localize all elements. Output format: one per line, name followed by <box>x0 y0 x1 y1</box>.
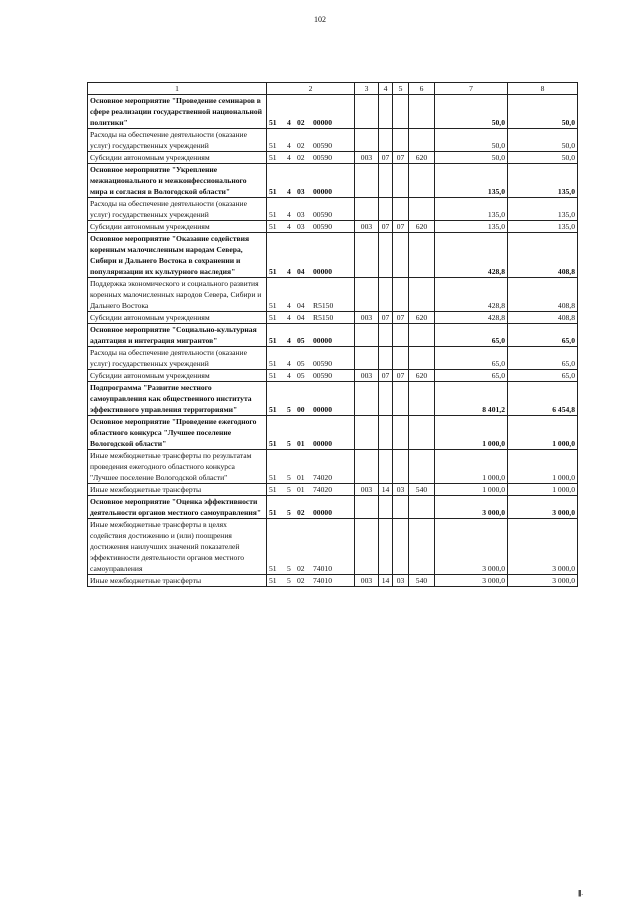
row-name-cell: Основное мероприятие "Социально-культурная адаптация и интеграция мигрантов" <box>88 324 267 347</box>
row-c4-cell <box>379 519 393 575</box>
row-code-cell <box>267 484 355 496</box>
code-part: 4 <box>287 187 291 196</box>
row-code-cell <box>267 95 355 129</box>
row-c4-cell <box>379 164 393 198</box>
row-code-cell <box>267 519 355 575</box>
code-part: 51 <box>269 267 277 276</box>
table-row <box>88 221 578 233</box>
code-part: 00000 <box>313 508 332 517</box>
row-c4-cell <box>379 450 393 484</box>
table-row <box>88 575 578 587</box>
row-code-cell <box>267 496 355 519</box>
row-amount-1-cell: 3 000,0 <box>435 575 508 587</box>
row-amount-2-cell: 1 000,0 <box>508 484 578 496</box>
row-code-cell <box>267 129 355 152</box>
row-c5-cell: 07 <box>393 152 409 164</box>
code-part: 4 <box>287 118 291 127</box>
table-row <box>88 152 578 164</box>
row-c3-cell <box>355 519 379 575</box>
row-c6-cell <box>409 416 435 450</box>
code-part: 5 <box>287 473 291 482</box>
code-part: 04 <box>297 301 305 310</box>
code-part: 5 <box>287 485 291 494</box>
code-part: 51 <box>269 222 277 231</box>
row-c3-cell: 003 <box>355 152 379 164</box>
row-amount-2-cell: 408,8 <box>508 312 578 324</box>
row-code-cell <box>267 347 355 370</box>
row-c4-cell <box>379 278 393 312</box>
budget-table <box>87 82 578 587</box>
row-amount-1-cell: 65,0 <box>435 347 508 370</box>
row-amount-1-cell: 3 000,0 <box>435 519 508 575</box>
row-c4-cell: 07 <box>379 152 393 164</box>
row-c6-cell <box>409 450 435 484</box>
row-c3-cell <box>355 233 379 278</box>
row-c6-cell <box>409 164 435 198</box>
row-amount-2-cell: 3 000,0 <box>508 519 578 575</box>
row-c3-cell: 003 <box>355 312 379 324</box>
row-amount-1-cell: 50,0 <box>435 152 508 164</box>
code-part: 51 <box>269 371 277 380</box>
table-row <box>88 198 578 221</box>
row-amount-2-cell: 408,8 <box>508 278 578 312</box>
row-name-cell: Основное мероприятие "Оказание содействия коренным малочисленным народам Севера, Сибири и Дальнего Востока в сохранении и популяризации их культурного наследия" <box>88 233 267 278</box>
row-c5-cell: 07 <box>393 370 409 382</box>
row-c6-cell <box>409 519 435 575</box>
row-c5-cell <box>393 324 409 347</box>
row-amount-1-cell: 135,0 <box>435 164 508 198</box>
row-c6-cell: 620 <box>409 152 435 164</box>
row-name-cell: Субсидии автономным учреждениям <box>88 152 267 164</box>
row-c6-cell <box>409 278 435 312</box>
row-c4-cell <box>379 347 393 370</box>
row-code-cell <box>267 164 355 198</box>
code-part: 4 <box>287 359 291 368</box>
code-part: 02 <box>297 564 305 573</box>
row-amount-2-cell: 65,0 <box>508 347 578 370</box>
code-part: 51 <box>269 301 277 310</box>
code-part: R5150 <box>313 301 334 310</box>
code-part: 4 <box>287 336 291 345</box>
code-part: 74010 <box>313 576 332 585</box>
code-part: 00590 <box>313 371 332 380</box>
row-amount-2-cell: 135,0 <box>508 198 578 221</box>
code-part: 4 <box>287 301 291 310</box>
header-cell: 7 <box>435 83 508 95</box>
code-part: 05 <box>297 336 305 345</box>
code-part: 01 <box>297 485 305 494</box>
row-c3-cell <box>355 198 379 221</box>
row-c4-cell: 14 <box>379 484 393 496</box>
row-c5-cell <box>393 198 409 221</box>
code-part: 00 <box>297 405 305 414</box>
code-part: 05 <box>297 359 305 368</box>
row-c4-cell: 14 <box>379 575 393 587</box>
table-row <box>88 370 578 382</box>
code-part: 5 <box>287 576 291 585</box>
row-c4-cell: 07 <box>379 221 393 233</box>
code-part: 04 <box>297 313 305 322</box>
code-part: 51 <box>269 576 277 585</box>
row-name-cell: Поддержка экономического и социального развития коренных малочисленных народов Севера, Сибири и Дальнего Востока <box>88 278 267 312</box>
row-c3-cell: 003 <box>355 370 379 382</box>
code-part: 00590 <box>313 210 332 219</box>
row-c4-cell <box>379 382 393 416</box>
row-c4-cell <box>379 129 393 152</box>
table-row <box>88 382 578 416</box>
row-c6-cell <box>409 347 435 370</box>
row-amount-1-cell: 8 401,2 <box>435 382 508 416</box>
code-part: 51 <box>269 508 277 517</box>
row-c5-cell: 07 <box>393 312 409 324</box>
row-c5-cell <box>393 164 409 198</box>
row-c5-cell <box>393 347 409 370</box>
row-c4-cell <box>379 198 393 221</box>
row-amount-1-cell: 50,0 <box>435 129 508 152</box>
row-name-cell: Расходы на обеспечение деятельности (оказание услуг) государственных учреждений <box>88 129 267 152</box>
row-name-cell: Расходы на обеспечение деятельности (оказание услуг) государственных учреждений <box>88 198 267 221</box>
code-part: 51 <box>269 210 277 219</box>
code-part: 00000 <box>313 405 332 414</box>
row-code-cell <box>267 233 355 278</box>
scan-mark: |||||| . <box>578 889 582 897</box>
code-part: 51 <box>269 564 277 573</box>
table-row <box>88 496 578 519</box>
row-amount-1-cell: 1 000,0 <box>435 484 508 496</box>
row-amount-2-cell: 3 000,0 <box>508 575 578 587</box>
table-header-row <box>88 83 578 95</box>
row-c6-cell <box>409 129 435 152</box>
code-part: 00590 <box>313 222 332 231</box>
header-cell: 3 <box>355 83 379 95</box>
row-c6-cell: 620 <box>409 312 435 324</box>
header-cell: 5 <box>393 83 409 95</box>
code-part: 51 <box>269 336 277 345</box>
row-amount-1-cell: 65,0 <box>435 370 508 382</box>
table-row <box>88 347 578 370</box>
code-part: 00590 <box>313 153 332 162</box>
code-part: 00590 <box>313 141 332 150</box>
code-part: 00590 <box>313 359 332 368</box>
code-part: 00000 <box>313 267 332 276</box>
row-name-cell: Иные межбюджетные трансферты <box>88 484 267 496</box>
code-part: 02 <box>297 508 305 517</box>
row-code-cell <box>267 450 355 484</box>
table-row <box>88 484 578 496</box>
row-c5-cell: 03 <box>393 484 409 496</box>
table-body <box>88 83 578 587</box>
code-part: 04 <box>297 267 305 276</box>
row-c4-cell: 07 <box>379 312 393 324</box>
code-part: 74010 <box>313 564 332 573</box>
row-c5-cell <box>393 496 409 519</box>
row-amount-2-cell: 65,0 <box>508 370 578 382</box>
row-amount-1-cell: 428,8 <box>435 233 508 278</box>
row-c3-cell <box>355 95 379 129</box>
row-c6-cell: 620 <box>409 370 435 382</box>
code-part: 02 <box>297 118 305 127</box>
row-name-cell: Субсидии автономным учреждениям <box>88 221 267 233</box>
row-code-cell <box>267 312 355 324</box>
row-amount-2-cell: 50,0 <box>508 95 578 129</box>
row-name-cell: Иные межбюджетные трансферты <box>88 575 267 587</box>
code-part: 4 <box>287 153 291 162</box>
code-part: 5 <box>287 508 291 517</box>
row-c3-cell <box>355 324 379 347</box>
row-c3-cell <box>355 450 379 484</box>
row-name-cell: Субсидии автономным учреждениям <box>88 312 267 324</box>
row-amount-1-cell: 65,0 <box>435 324 508 347</box>
row-amount-1-cell: 1 000,0 <box>435 450 508 484</box>
row-c3-cell <box>355 278 379 312</box>
code-part: 51 <box>269 153 277 162</box>
code-part: 4 <box>287 267 291 276</box>
row-code-cell <box>267 370 355 382</box>
code-part: 5 <box>287 439 291 448</box>
row-amount-2-cell: 135,0 <box>508 164 578 198</box>
row-amount-2-cell: 1 000,0 <box>508 416 578 450</box>
code-part: 02 <box>297 153 305 162</box>
row-amount-1-cell: 428,8 <box>435 312 508 324</box>
row-name-cell: Иные межбюджетные трансферты в целях содействия достижению и (или) поощрения достижения наилучших значений показателей эффективности деятельности органов местного самоуправления <box>88 519 267 575</box>
row-c6-cell <box>409 382 435 416</box>
row-c3-cell <box>355 164 379 198</box>
row-c5-cell: 03 <box>393 575 409 587</box>
row-amount-2-cell: 408,8 <box>508 233 578 278</box>
row-c3-cell <box>355 416 379 450</box>
row-c3-cell <box>355 129 379 152</box>
row-c6-cell: 540 <box>409 575 435 587</box>
row-amount-2-cell: 6 454,8 <box>508 382 578 416</box>
code-part: 4 <box>287 210 291 219</box>
code-part: 00000 <box>313 439 332 448</box>
row-code-cell <box>267 221 355 233</box>
row-c6-cell <box>409 324 435 347</box>
code-part: 02 <box>297 576 305 585</box>
header-cell: 4 <box>379 83 393 95</box>
row-name-cell: Основное мероприятие "Проведение ежегодного областного конкурса "Лучшее поселение Вологодской области" <box>88 416 267 450</box>
row-name-cell: Подпрограмма "Развитие местного самоуправления как общественного института эффективного управления территориями" <box>88 382 267 416</box>
header-cell: 2 <box>267 83 355 95</box>
row-amount-2-cell: 65,0 <box>508 324 578 347</box>
row-amount-2-cell: 135,0 <box>508 221 578 233</box>
code-part: 4 <box>287 141 291 150</box>
table-row <box>88 416 578 450</box>
row-name-cell: Иные межбюджетные трансферты по результатам проведения ежегодного областного конкурса "Лучшее поселение Вологодской области" <box>88 450 267 484</box>
code-part: 4 <box>287 313 291 322</box>
table-row <box>88 95 578 129</box>
table-row <box>88 233 578 278</box>
code-part: 51 <box>269 439 277 448</box>
row-code-cell <box>267 324 355 347</box>
code-part: 5 <box>287 405 291 414</box>
table-row <box>88 324 578 347</box>
code-part: 51 <box>269 313 277 322</box>
code-part: 51 <box>269 473 277 482</box>
row-amount-1-cell: 135,0 <box>435 198 508 221</box>
row-c6-cell <box>409 198 435 221</box>
code-part: 74020 <box>313 485 332 494</box>
row-name-cell: Основное мероприятие "Укрепление межнационального и межконфессионального мира и согласия в Вологодской области" <box>88 164 267 198</box>
header-cell: 6 <box>409 83 435 95</box>
row-c3-cell <box>355 382 379 416</box>
row-amount-1-cell: 3 000,0 <box>435 496 508 519</box>
row-c3-cell <box>355 496 379 519</box>
code-part: 4 <box>287 371 291 380</box>
row-c6-cell <box>409 233 435 278</box>
code-part: 03 <box>297 210 305 219</box>
row-c6-cell <box>409 95 435 129</box>
row-amount-2-cell: 50,0 <box>508 152 578 164</box>
row-amount-1-cell: 50,0 <box>435 95 508 129</box>
table-row <box>88 278 578 312</box>
code-part: 74020 <box>313 473 332 482</box>
code-part: 03 <box>297 187 305 196</box>
row-amount-1-cell: 1 000,0 <box>435 416 508 450</box>
row-name-cell: Расходы на обеспечение деятельности (оказание услуг) государственных учреждений <box>88 347 267 370</box>
table-row <box>88 164 578 198</box>
code-part: R5150 <box>313 313 334 322</box>
code-part: 5 <box>287 564 291 573</box>
code-part: 00000 <box>313 187 332 196</box>
row-code-cell <box>267 416 355 450</box>
row-c4-cell <box>379 233 393 278</box>
row-c5-cell <box>393 450 409 484</box>
row-amount-2-cell: 50,0 <box>508 129 578 152</box>
code-part: 51 <box>269 118 277 127</box>
row-c4-cell <box>379 496 393 519</box>
row-c5-cell <box>393 519 409 575</box>
row-c5-cell <box>393 95 409 129</box>
code-part: 02 <box>297 141 305 150</box>
row-c6-cell: 540 <box>409 484 435 496</box>
row-amount-2-cell: 3 000,0 <box>508 496 578 519</box>
row-c5-cell <box>393 416 409 450</box>
row-c3-cell: 003 <box>355 575 379 587</box>
code-part: 51 <box>269 141 277 150</box>
table-row <box>88 129 578 152</box>
table-row <box>88 450 578 484</box>
row-code-cell <box>267 575 355 587</box>
table-row <box>88 519 578 575</box>
code-part: 51 <box>269 187 277 196</box>
row-code-cell <box>267 382 355 416</box>
row-c5-cell <box>393 278 409 312</box>
row-c5-cell <box>393 233 409 278</box>
row-code-cell <box>267 152 355 164</box>
code-part: 05 <box>297 371 305 380</box>
table-row <box>88 312 578 324</box>
code-part: 00000 <box>313 118 332 127</box>
row-c4-cell <box>379 324 393 347</box>
row-c3-cell: 003 <box>355 221 379 233</box>
row-c4-cell: 07 <box>379 370 393 382</box>
code-part: 4 <box>287 222 291 231</box>
row-code-cell <box>267 198 355 221</box>
row-amount-1-cell: 135,0 <box>435 221 508 233</box>
code-part: 00000 <box>313 336 332 345</box>
code-part: 03 <box>297 222 305 231</box>
code-part: 51 <box>269 485 277 494</box>
code-part: 51 <box>269 359 277 368</box>
row-name-cell: Основное мероприятие "Оценка эффективности деятельности органов местного самоуправления" <box>88 496 267 519</box>
row-name-cell: Субсидии автономным учреждениям <box>88 370 267 382</box>
row-c4-cell <box>379 416 393 450</box>
row-c3-cell: 003 <box>355 484 379 496</box>
header-cell: 1 <box>88 83 267 95</box>
code-part: 01 <box>297 439 305 448</box>
page-number: 102 <box>314 15 326 24</box>
row-name-cell: Основное мероприятие "Проведение семинаров в сфере реализации государственной национальной политики" <box>88 95 267 129</box>
code-part: 01 <box>297 473 305 482</box>
row-c4-cell <box>379 95 393 129</box>
header-cell: 8 <box>508 83 578 95</box>
row-amount-2-cell: 1 000,0 <box>508 450 578 484</box>
row-c5-cell <box>393 382 409 416</box>
row-c3-cell <box>355 347 379 370</box>
row-code-cell <box>267 278 355 312</box>
code-part: 51 <box>269 405 277 414</box>
row-c5-cell <box>393 129 409 152</box>
row-c6-cell <box>409 496 435 519</box>
row-amount-1-cell: 428,8 <box>435 278 508 312</box>
row-c6-cell: 620 <box>409 221 435 233</box>
row-c5-cell: 07 <box>393 221 409 233</box>
